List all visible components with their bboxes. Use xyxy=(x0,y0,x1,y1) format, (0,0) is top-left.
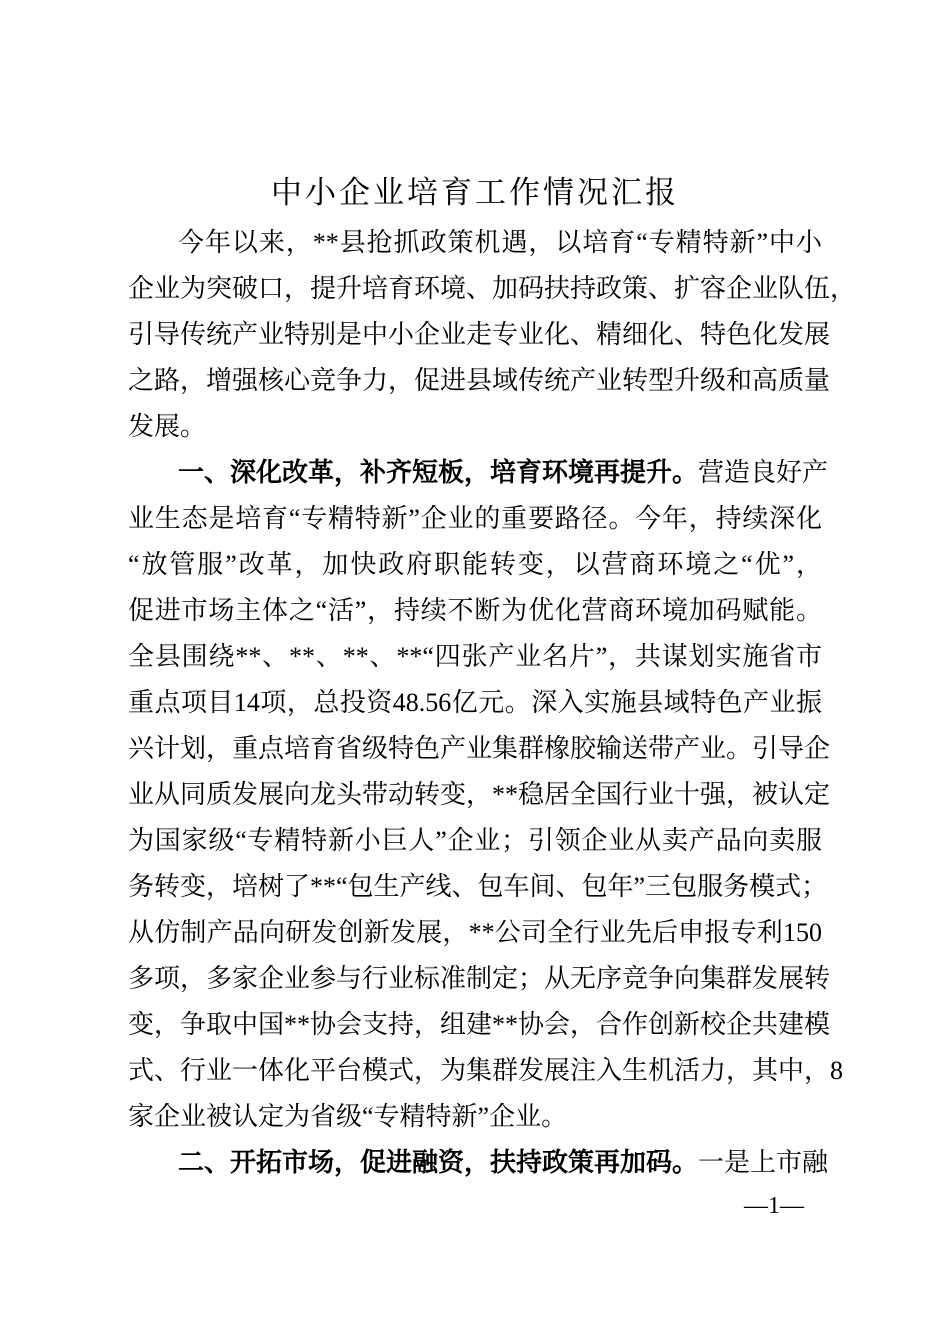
line-text: 业生态是培育“专精特新”企业的重要路径。今年，持续深化 xyxy=(128,504,822,533)
section-paragraph xyxy=(128,450,844,1140)
line-text: 从仿制产品向研发创新发展，**公司全行业先后申报专利150 xyxy=(128,918,822,947)
section-heading: 二、开拓市场，促进融资，扶持政策再加码。 xyxy=(178,1148,699,1177)
text-line xyxy=(128,220,822,266)
page-number: —1— xyxy=(744,1193,804,1219)
line-text: 重点项目14项，总投资48.56亿元。深入实施县域特色产业振 xyxy=(128,688,822,717)
text-line xyxy=(128,1094,822,1140)
document-title: 中小企业培育工作情况汇报 xyxy=(271,175,679,210)
line-text: 一是上市融 xyxy=(698,1148,829,1177)
line-text: 务转变，培树了**“包生产线、包车间、包年”三包服务模式； xyxy=(128,872,828,901)
line-text: 家企业被认定为省级“专精特新”企业。 xyxy=(128,1102,568,1131)
text-line xyxy=(128,864,828,910)
text-line xyxy=(128,1002,831,1048)
text-line xyxy=(128,542,822,588)
line-text: 业从同质发展向龙头带动转变，**稳居全国行业十强，被认定 xyxy=(128,780,831,809)
line-text: 营造良好产 xyxy=(698,458,829,487)
text-line xyxy=(128,726,831,772)
document-body xyxy=(128,220,857,1186)
line-text: 为国家级“专精特新小巨人”企业；引领企业从卖产品向卖服 xyxy=(128,826,822,855)
text-line xyxy=(128,772,831,818)
line-text: 促进市场主体之“活”，持续不断为优化营商环境加码赋能。 xyxy=(128,596,822,625)
line-text: 之路，增强核心竞争力，促进县域传统产业转型升级和高质量 xyxy=(128,366,831,395)
text-line xyxy=(128,634,822,680)
line-text: 式、行业一体化平台模式，为集群发展注入生机活力，其中，8 xyxy=(128,1056,844,1085)
text-line xyxy=(128,404,822,450)
line-text: 变，争取中国**协会支持，组建**协会，合作创新校企共建模 xyxy=(128,1010,831,1039)
line-text: 今年以来，**县抢抓政策机遇，以培育“专精特新”中小 xyxy=(178,228,822,257)
line-text: 多项，多家企业参与行业标准制定；从无序竞争向集群发展转 xyxy=(128,964,831,993)
text-line xyxy=(128,496,822,542)
line-text: 发展。 xyxy=(128,412,207,441)
text-line xyxy=(128,1048,844,1094)
line-text: “放管服”改革，加快政府职能转变，以营商环境之“优”， xyxy=(128,550,822,579)
line-text: 兴计划，重点培育省级特色产业集群橡胶输送带产业。引导企 xyxy=(128,734,831,763)
text-line xyxy=(128,680,822,726)
text-line xyxy=(128,588,822,634)
text-line xyxy=(128,1140,829,1186)
section-heading: 一、深化改革，补齐短板，培育环境再提升。 xyxy=(178,458,699,487)
text-line xyxy=(128,358,831,404)
text-line xyxy=(128,956,831,1002)
line-text: 企业为突破口，提升培育环境、加码扶持政策、扩容企业队伍， xyxy=(128,274,857,303)
text-line xyxy=(128,910,822,956)
text-line xyxy=(128,266,857,312)
line-text: 全县围绕**、**、**、**“四张产业名片”，共谋划实施省市 xyxy=(128,642,822,671)
line-text: 引导传统产业特别是中小企业走专业化、精细化、特色化发展 xyxy=(128,320,831,349)
text-line xyxy=(128,450,829,496)
intro-paragraph xyxy=(128,220,857,450)
text-line xyxy=(128,312,831,358)
section-paragraph xyxy=(128,1140,829,1186)
text-line xyxy=(128,818,822,864)
